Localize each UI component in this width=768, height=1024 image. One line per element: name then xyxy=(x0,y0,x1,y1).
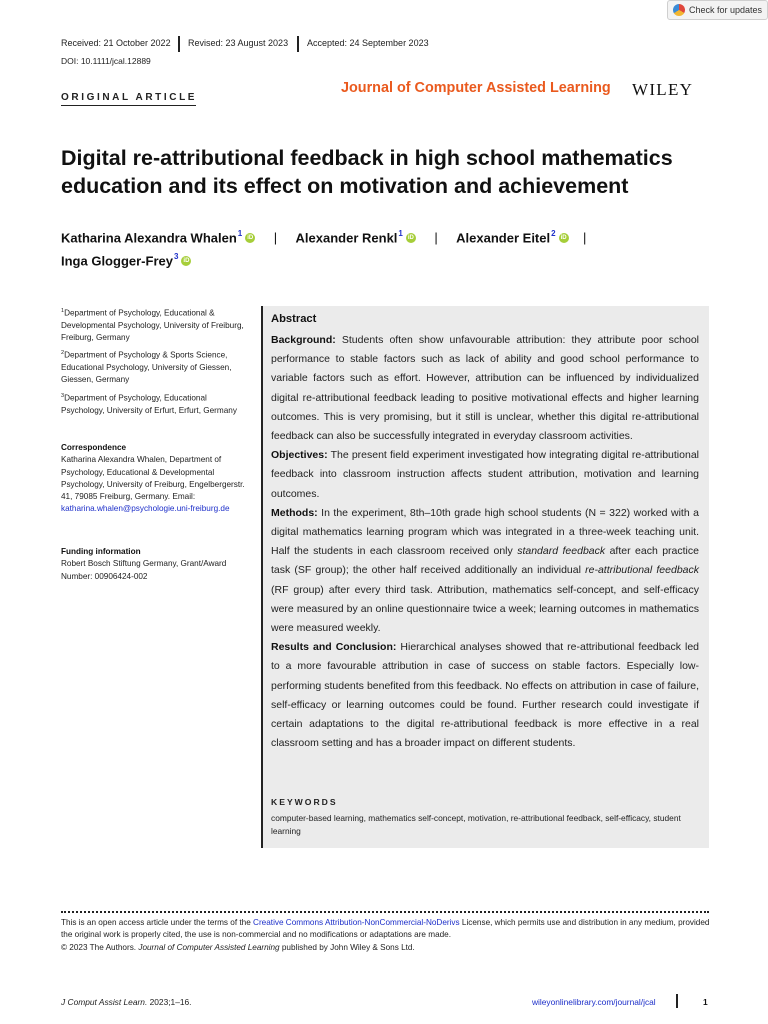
publisher-logo: WILEY xyxy=(632,80,694,99)
email-label: Email: xyxy=(172,492,196,502)
email-link[interactable]: katharina.whalen@psychologie.uni-freiburg.de xyxy=(61,504,230,514)
license-notice: This is an open access article under the terms of the Creative Commons Attribution-NonCommercial-NoDerivs License, which permits use and distribution in any medium, provided the original work is properly cited, the use is non-commercial and no modifications or adaptations are made. © 2023 The Authors. Journal of Computer Assisted Learning published by John Wiley & Sons Ltd. xyxy=(61,918,710,952)
page-number: 1 xyxy=(703,997,708,1007)
correspondence-text: Katharina Alexandra Whalen, Department of Psychology, Educational & Developmental Psychology, University of Freiburg, Engelbergerstr. 41, 79085 Freiburg, Germany. xyxy=(61,455,245,502)
article-type: ORIGINAL ARTICLE xyxy=(61,92,198,103)
orcid-icon[interactable]: iD xyxy=(247,235,254,242)
doi: DOI: 10.1111/jcal.12889 xyxy=(61,56,151,66)
revised-date: Revised: 23 August 2023 xyxy=(188,38,289,48)
orcid-icon[interactable]: iD xyxy=(407,235,414,242)
author-line xyxy=(61,229,596,247)
orcid-icon[interactable]: iD xyxy=(183,258,190,265)
abstract-heading: Abstract xyxy=(271,313,317,325)
author-separator: | xyxy=(434,230,438,246)
received-date: Received: 21 October 2022 xyxy=(61,38,171,48)
journal-url-link[interactable]: wileyonlinelibrary.com/journal/jcal xyxy=(532,997,656,1007)
keywords-heading: KEYWORDS xyxy=(271,797,338,807)
funding-text: Robert Bosch Stiftung Germany, Grant/Award Number: 00906424-002 xyxy=(61,559,227,581)
check-for-updates-label: Check for updates xyxy=(689,5,763,15)
footer-divider xyxy=(61,911,709,913)
funding-heading: Funding information xyxy=(61,547,141,556)
accepted-date: Accepted: 24 September 2023 xyxy=(307,38,429,48)
abstract-border xyxy=(261,306,263,848)
correspondence xyxy=(61,442,251,516)
footer-bar xyxy=(676,994,678,1008)
affiliation: $^2$Department of Psychology & Sports Science, Educational Psychology, University of Giessen, Giessen, Germany xyxy=(61,350,232,385)
abstract-results: Results and Conclusion: Hierarchical analyses showed that re-attributional feedback led to a more favourable attribution in case of success on stable factors. Especially low-performing students benefited from this feedback. No effects on attribution in case of failure, self-efficacy or learning outcomes could be found. Further research could investigate if certain adaptations to the digital re-attributional feedback is more effective in a real classroom setting and has a broader impact on different students. xyxy=(271,641,700,750)
license-link[interactable]: Creative Commons Attribution-NonCommercial-NoDerivs xyxy=(253,918,460,927)
author-name: Katharina Alexandra Whalen xyxy=(61,230,237,246)
author-affiliation-sup: 2 xyxy=(551,229,556,238)
affiliation: $^3$Department of Psychology, Educational Psychology, University of Erfurt, Erfurt, Germany xyxy=(61,393,237,416)
author-name: Inga Glogger-Frey xyxy=(61,253,173,269)
abstract-methods: Methods: In the experiment, 8th–10th grade high school students (N = 322) worked with a digital mathematics learning program which was integrated in a three-week teaching unit. Half the students in each classroom received only standard feedback after each practice task (SF group); the other half received additionally an individual re-attributional feedback (RF group) after every third task. Attribution, mathematics self-concept, and self-efficacy were measured by an online questionnaire twice a week; learning outcomes in mathematics were measured weekly. xyxy=(271,506,699,635)
author-line xyxy=(61,252,191,270)
correspondence-heading: Correspondence xyxy=(61,443,127,452)
crossmark-icon xyxy=(673,4,685,16)
citation: J Comput Assist Learn. 2023;1–16. xyxy=(61,997,192,1007)
journal-name: Journal of Computer Assisted Learning xyxy=(341,80,611,96)
meta-divider xyxy=(297,36,299,52)
author-name: Alexander Renkl xyxy=(295,230,398,246)
author-separator: | xyxy=(273,230,278,246)
abstract-body xyxy=(271,331,699,753)
abstract-objectives: Objectives: The present field experiment investigated how integrating digital re-attributional feedback into classroom instruction affects student attribution, motivation and learning outcomes. xyxy=(271,449,699,500)
funding-information xyxy=(61,546,251,583)
abstract-background: Background: Students often show unfavourable attribution: they attribute poor school performance to stable factors such as lack of ability and good school performance to variable factors such as effort. However, attribution can be influenced by individualized digital re-attributional feedback leading to positive motivational effects and higher learning outcomes. This is very promising, but it still is unclear, whether this digital re-attributional feedback can also be successfully integrated in everyday classroom activities. xyxy=(271,334,700,443)
author-separator: | xyxy=(583,230,587,246)
author-affiliation-sup: 3 xyxy=(173,252,179,261)
check-for-updates-button[interactable] xyxy=(667,0,768,20)
meta-divider xyxy=(178,36,180,52)
author-affiliation-sup: 1 xyxy=(398,229,403,238)
keywords-text: computer-based learning, mathematics self-concept, motivation, re-attributional feedback, self-efficacy, student learning xyxy=(271,813,681,836)
author-name: Alexander Eitel xyxy=(456,230,551,246)
paper-title: Digital re-attributional feedback in high school mathematics education and its effect on motivation and achievement xyxy=(61,146,673,198)
author-affiliation-sup: 1 xyxy=(237,229,243,238)
affiliation: $^1$Department of Psychology, Educational & Developmental Psychology, University of Freiburg, Freiburg, Germany xyxy=(61,308,244,343)
article-type-rule xyxy=(61,105,196,106)
orcid-icon[interactable]: iD xyxy=(560,235,567,242)
